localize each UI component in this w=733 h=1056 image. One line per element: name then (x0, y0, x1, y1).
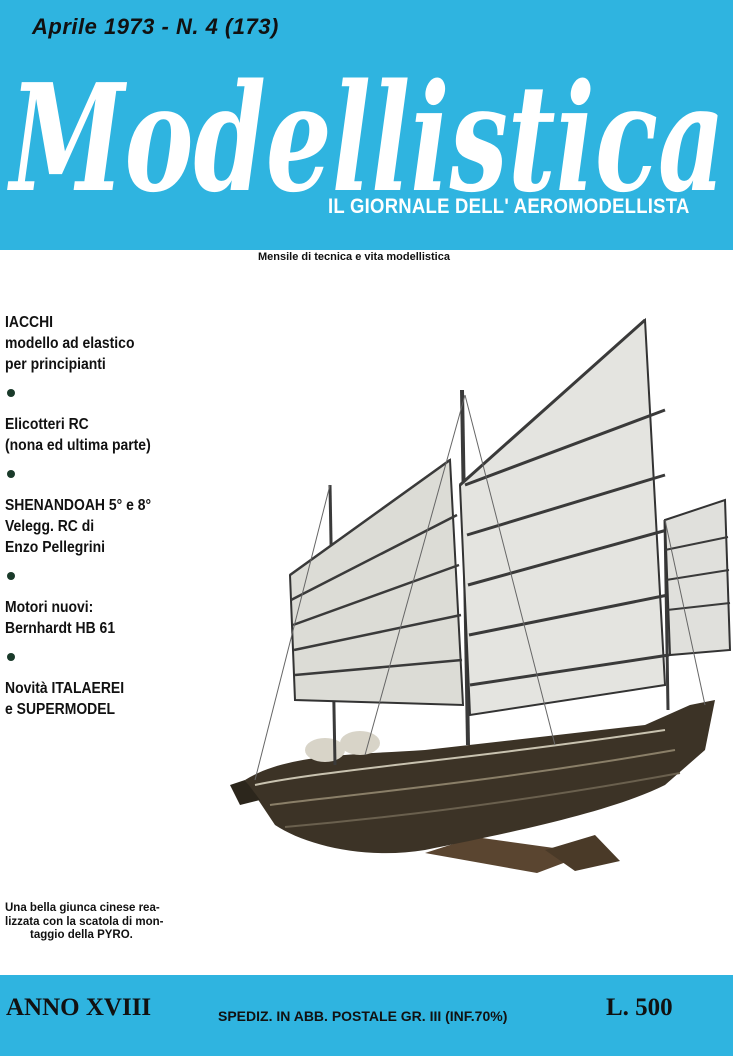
cover-price: L. 500 (606, 994, 673, 1021)
magazine-logo-wordmark (0, 40, 733, 210)
contents-line: SHENANDOAH 5° e 8° (5, 497, 152, 514)
magazine-subtitle: IL GIORNALE DELL' AEROMODELLISTA (328, 195, 690, 218)
postal-info: SPEDIZ. IN ABB. POSTALE GR. III (INF.70%) (218, 1008, 508, 1024)
contents-line: Elicotteri RC (5, 416, 89, 433)
photo-caption (5, 902, 185, 943)
contents-line: Novità ITALAEREI (5, 680, 125, 697)
contents-item-shenandoah (5, 495, 185, 558)
bullet-dot (7, 653, 15, 661)
hull (245, 700, 715, 853)
caption-line: Una bella giunca cinese rea- (5, 902, 160, 914)
magazine-tagline: Mensile di tecnica e vita modellistica (258, 251, 450, 263)
issue-line: Aprile 1973 - N. 4 (173) (32, 14, 279, 39)
contents-line: modello ad elastico (5, 335, 135, 352)
main-sail (460, 320, 665, 715)
bullet-dot (7, 470, 15, 478)
contents-line: (nona ed ultima parte) (5, 437, 151, 454)
contents-line: Velegg. RC di (5, 518, 95, 535)
contents-line: Motori nuovi: (5, 599, 94, 616)
contents-line: e SUPERMODEL (5, 701, 116, 718)
mizzen-sail (665, 500, 730, 655)
bullet-dot (7, 389, 15, 397)
contents-line: Enzo Pellegrini (5, 539, 105, 556)
contents-list (5, 312, 205, 720)
contents-item-iacchi (5, 312, 185, 375)
year-volume: ANNO XVIII (6, 994, 152, 1021)
contents-item-motori (5, 597, 185, 639)
deck-cargo (305, 738, 345, 762)
cover-photo-junk-ship (225, 305, 733, 905)
contents-item-novita (5, 678, 185, 720)
contents-line: Bernhardt HB 61 (5, 620, 116, 637)
magazine-logo (0, 40, 733, 210)
ship-illustration (225, 305, 733, 905)
contents-line: IACCHI (5, 314, 54, 331)
caption-line: lizzata con la scatola di mon- (5, 915, 164, 928)
deck-cargo (340, 731, 380, 755)
magazine-title: Modellistica (6, 51, 725, 210)
contents-item-elicotteri (5, 414, 185, 456)
contents-line: per principianti (5, 356, 106, 373)
caption-line: taggio della PYRO. (30, 929, 133, 941)
bullet-dot (7, 572, 15, 580)
